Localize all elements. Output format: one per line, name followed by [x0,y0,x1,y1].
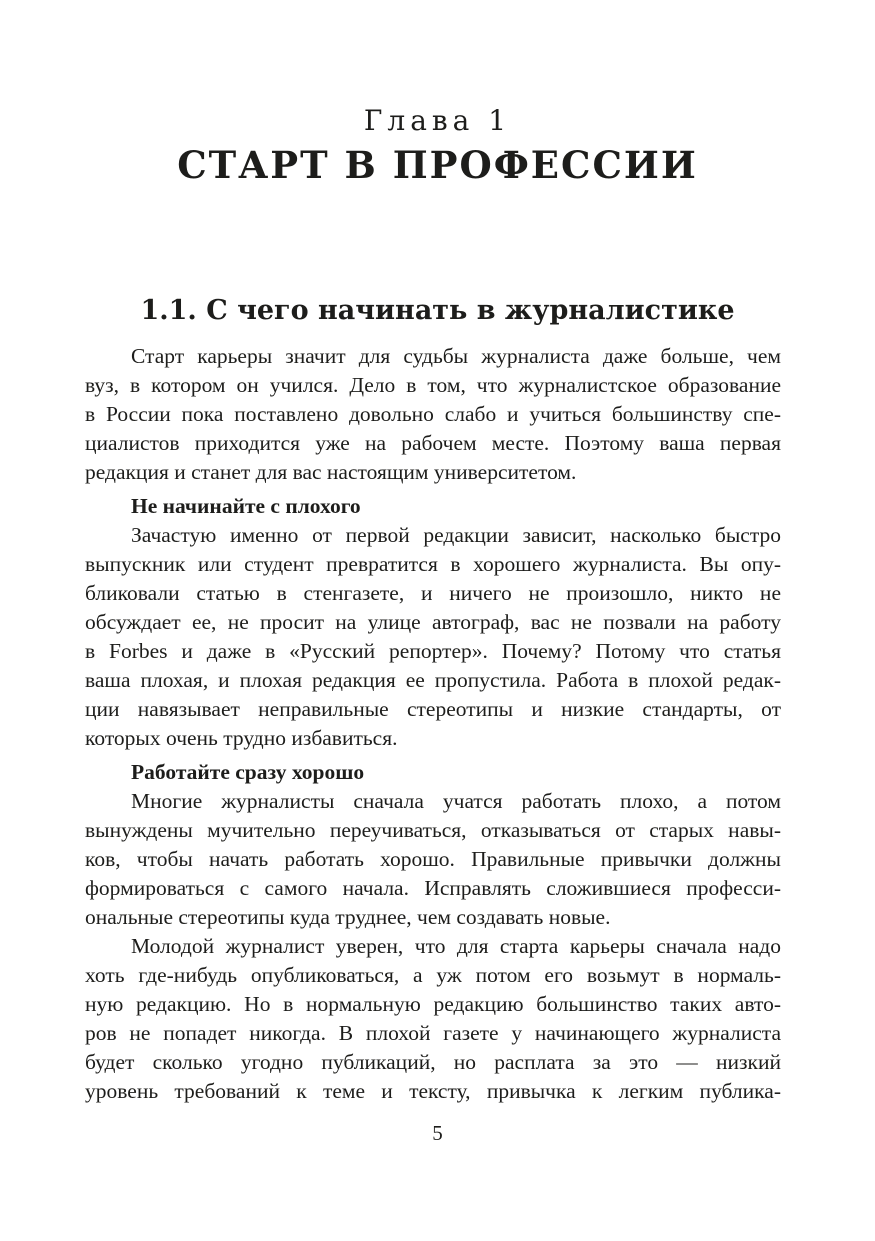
text-line: ваша плохая, и плохая редакция ее пропустила. Работа в плохой редак- [85,668,781,692]
text-line: редакция и станет для вас настоящим университетом. [85,460,577,484]
paragraph-1 [85,342,781,487]
page-number: 5 [432,1121,443,1145]
text-line: Молодой журналист уверен, что для старта карьеры сначала надо [131,934,781,958]
text-line: циалистов приходится уже на рабочем месте. Поэтому ваша первая [85,431,781,455]
chapter-number: Глава 1 [363,104,512,137]
text-line: ональные стереотипы куда труднее, чем создавать новые. [85,905,611,929]
text-line: Многие журналисты сначала учатся работать плохо, а потом [131,789,781,813]
text-line: формироваться с самого начала. Исправлять сложившиеся професси- [85,876,781,900]
text-line: Старт карьеры значит для судьбы журналиста даже больше, чем [131,344,781,368]
paragraph-2 [85,521,781,753]
text-line: будет сколько угодно публикаций, но расплата за это — низкий [85,1050,781,1074]
text-line: в Forbes и даже в «Русский репортер». Почему? Потому что статья [85,639,781,663]
paragraph-4 [85,932,781,1106]
paragraph-3 [85,787,781,932]
text-line: ров не попадет никогда. В плохой газете у начинающего журналиста [85,1021,781,1045]
text-line: уровень требований к теме и тексту, привычка к легким публика- [85,1079,781,1103]
text-line: ную редакцию. Но в нормальную редакцию большинство таких авто- [85,992,781,1016]
subheading-dont-start-bad: Не начинайте с плохого [131,494,361,518]
text-line: обсуждает ее, не просит на улице автограф, вас не позвали на работу [85,610,781,634]
body-text [85,342,781,1106]
text-line: Зачастую именно от первой редакции зависит, насколько быстро [131,523,781,547]
chapter-heading [0,104,875,187]
text-line: вуз, в котором он учился. Дело в том, что журналистское образование [85,373,781,397]
text-line: хоть где-нибудь опубликоваться, а уж потом его возьмут в нормаль- [85,963,781,987]
chapter-title: СТАРТ В ПРОФЕССИИ [177,143,698,187]
text-line: ков, чтобы начать работать хорошо. Правильные привычки должны [85,847,781,871]
text-line: бликовали статью в стенгазете, и ничего не произошло, никто не [85,581,781,605]
text-line: выпускник или студент превратится в хорошего журналиста. Вы опу- [85,552,781,576]
subheading-work-well-immediately: Работайте сразу хорошо [131,760,365,784]
text-line: ции навязывает неправильные стереотипы и низкие стандарты, от [85,697,781,721]
text-line: которых очень трудно избавиться. [85,726,398,750]
text-line: вынуждены мучительно переучиваться, отказываться от старых навы- [85,818,781,842]
text-line: в России пока поставлено довольно слабо и учиться большинству спе- [85,402,781,426]
section-heading: 1.1. С чего начинать в журналистике [140,295,735,326]
